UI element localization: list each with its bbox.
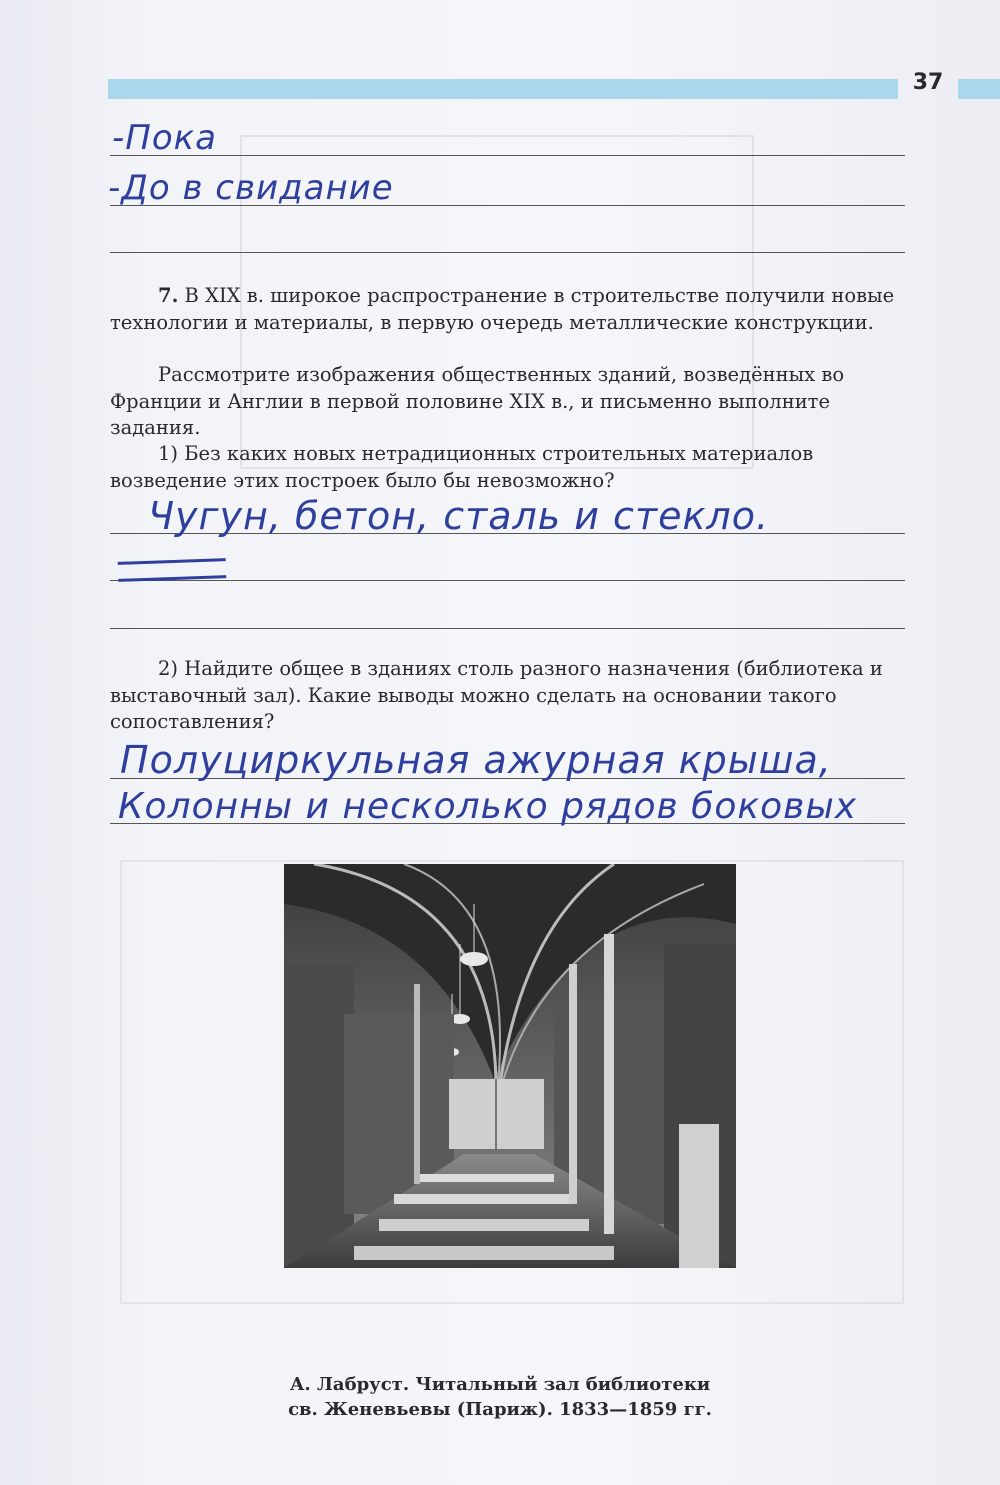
header-band — [108, 79, 898, 99]
caption-line-2: св. Женевьевы (Париж). 1833—1859 гг. — [288, 1399, 712, 1420]
handwritten-answer-1: Чугун, бетон, сталь и стекло. — [148, 494, 770, 538]
library-photo-drawing — [284, 864, 736, 1268]
question-1: 1) Без каких новых нетрадиционных строительных материалов возведение этих построек было бы невозможно? — [110, 442, 814, 492]
handwritten-answer: -До в свидание — [108, 168, 394, 208]
answer-line — [110, 628, 905, 629]
page-number: 37 — [912, 70, 944, 95]
answer-line — [110, 252, 905, 253]
answer-line — [110, 580, 905, 581]
answer-line — [110, 155, 905, 156]
figure-caption — [200, 1372, 800, 1422]
task-number: 7. — [158, 284, 179, 307]
task-intro: 7. В XIX в. широкое распространение в строительстве получили новые технологии и материалы, в первую очередь металлические конструкции. — [110, 284, 895, 334]
handwritten-answer: -Пока — [112, 118, 218, 158]
handwritten-answer-2-line-1: Полуциркульная ажурная крыша, — [120, 738, 832, 782]
handwritten-answer-2-line-2: Колонны и несколько рядов боковых — [118, 786, 858, 827]
library-reading-room-photo — [284, 864, 736, 1268]
question-2: 2) Найдите общее в зданиях столь разного назначения (библиотека и выставочный зал). Какие выводы можно сделать на основании такого сопоставления? — [110, 657, 883, 733]
caption-line-1: А. Лабруст. Читальный зал библиотеки — [289, 1374, 711, 1395]
scribble-strikeout — [118, 558, 227, 582]
task-instruction: Рассмотрите изображения общественных зданий, возведённых во Франции и Англии в первой половине XIX в., и письменно выполните задания. — [110, 363, 845, 439]
header-band-right — [958, 79, 1000, 99]
